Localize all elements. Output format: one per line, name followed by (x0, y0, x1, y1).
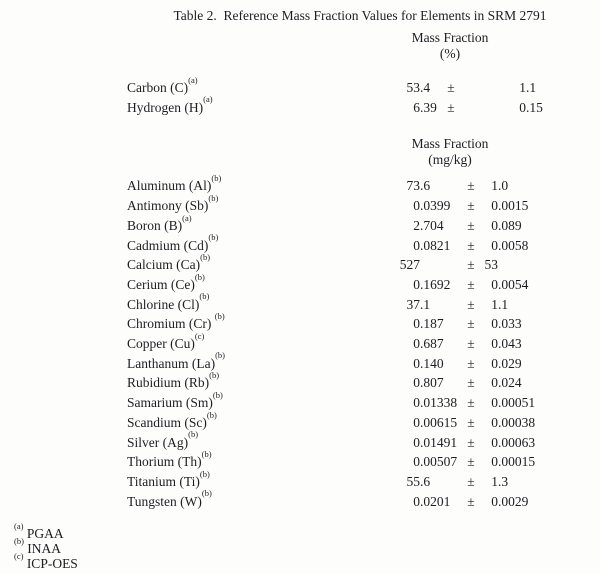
plus-minus-sign: ± (467, 414, 475, 430)
footnote-marker: (b) (201, 448, 212, 459)
row-lanthanum (0, 350, 600, 374)
element-name (127, 350, 398, 374)
element-label: Chlorine (Cl) (127, 296, 200, 312)
value-frac: .0201 (420, 493, 451, 509)
uncertainty-frac: .043 (498, 336, 522, 352)
uncertainty-int: 1 (491, 473, 498, 489)
element-name (127, 370, 398, 393)
footnote-marker: (b) (194, 271, 205, 282)
uncertainty-int: 0 (491, 355, 498, 371)
value-frac: .00507 (420, 454, 458, 470)
value-int: 0 (413, 493, 420, 509)
footnote-marker: (a) (188, 74, 198, 85)
value-frac: .1692 (420, 276, 451, 292)
uncertainty-int: 0 (491, 434, 498, 450)
value-int: 73 (406, 178, 420, 194)
row-thorium (0, 448, 600, 472)
percent-column-header (389, 30, 511, 61)
value-frac: .0399 (420, 198, 451, 214)
row-cadmium (0, 232, 600, 256)
element-name (127, 251, 398, 275)
value-int: 0 (413, 336, 420, 352)
value-frac: .807 (420, 375, 444, 391)
row-carbon (0, 74, 600, 98)
row-calcium (0, 251, 600, 275)
footnote-marker: (b) (200, 251, 211, 262)
value-int: 0 (413, 355, 420, 371)
element-name (127, 488, 398, 512)
plus-minus-sign: ± (467, 454, 475, 470)
element-label: Cadmium (Cd) (127, 237, 209, 253)
element-label: Antimony (Sb) (127, 198, 209, 214)
footnote-marker: (b) (208, 232, 219, 243)
uncertainty-frac: .0 (498, 178, 509, 194)
footnote-pgaa (14, 521, 600, 542)
uncertainty-frac: .0058 (498, 237, 529, 253)
value-int: 0 (413, 395, 420, 411)
plus-minus-sign: ± (467, 336, 475, 352)
row-antimony (0, 192, 600, 216)
element-name (127, 429, 398, 453)
uncertainty-int: 0 (491, 395, 498, 411)
plus-minus-sign: ± (467, 395, 475, 411)
element-name (127, 409, 398, 433)
uncertainty-frac: .029 (498, 355, 522, 371)
element-label: Chromium (Cr) (127, 316, 215, 332)
row-chlorine (0, 291, 600, 315)
element-name (127, 389, 398, 413)
value-int: 0 (413, 375, 420, 391)
element-name (127, 94, 398, 118)
footnote-marker: (b) (209, 370, 220, 381)
plus-minus-sign: ± (467, 198, 475, 214)
value-frac: .187 (420, 316, 444, 332)
value-int: 37 (406, 296, 420, 312)
row-aluminum (0, 173, 600, 196)
value-frac: .6 (420, 178, 431, 194)
uncertainty-int: 0 (491, 375, 498, 391)
element-label: Silver (Ag) (127, 434, 189, 450)
footnote-marker: (a) (182, 212, 192, 223)
footnote-marker: (c) (194, 330, 205, 341)
plus-minus-sign: ± (467, 178, 475, 194)
element-name (127, 74, 398, 98)
element-label: Rubidium (Rb) (127, 375, 210, 391)
value-int: 53 (406, 80, 420, 95)
row-silver (0, 429, 600, 453)
uncertainty-frac: .0015 (498, 198, 529, 214)
element-label: Cerium (Ce) (127, 276, 195, 292)
mgkg-section (0, 173, 600, 511)
mgkg-column-header (389, 136, 511, 167)
footnote-icpoes (14, 551, 600, 572)
uncertainty-frac: .033 (498, 316, 522, 332)
value-int: 2 (413, 217, 420, 233)
uncertainty-frac: .1 (498, 296, 509, 312)
uncertainty-frac (498, 255, 600, 275)
uncertainty-int: 0 (491, 454, 498, 470)
row-chromium (0, 311, 600, 334)
plus-minus-sign: ± (467, 237, 475, 253)
row-samarium (0, 389, 600, 413)
element-label: Lanthanum (La) (127, 355, 216, 371)
footnotes (0, 521, 600, 572)
uncertainty-int: 0 (491, 237, 498, 253)
plus-minus-sign: ± (467, 375, 475, 391)
uncertainty-int: 0 (491, 336, 498, 352)
element-name (127, 291, 398, 315)
plus-minus-sign: ± (447, 80, 455, 95)
footnote-marker: (a) (203, 94, 213, 105)
mgkg-header-line1: Mass Fraction (411, 136, 489, 152)
footnote-inaa (14, 536, 600, 557)
value-int: 6 (413, 99, 420, 115)
uncertainty-frac: .00051 (498, 395, 536, 411)
footnote-marker: (b) (188, 429, 199, 440)
element-label: Hydrogen (H) (127, 99, 204, 115)
row-titanium (0, 468, 600, 492)
value-frac: .39 (420, 99, 437, 115)
value-int: 0 (413, 454, 420, 470)
element-name (127, 192, 398, 216)
uncertainty-int: 0 (491, 217, 498, 233)
uncertainty-frac: .1 (526, 80, 537, 95)
footnote-marker: (b) (206, 409, 217, 420)
value-frac: .140 (420, 355, 444, 371)
plus-minus-sign: ± (467, 217, 475, 233)
row-hydrogen (0, 94, 600, 118)
uncertainty-frac: .00015 (498, 454, 536, 470)
plus-minus-sign: ± (447, 99, 455, 115)
value-int: 0 (413, 434, 420, 450)
element-label: Samarium (Sm) (127, 395, 213, 411)
element-name (127, 311, 398, 334)
footnote-marker: (c) (14, 551, 24, 562)
element-label: Aluminum (Al) (127, 178, 212, 194)
uncertainty-frac: .3 (498, 473, 509, 489)
uncertainty-int: 0 (491, 493, 498, 509)
footnote-marker: (b) (14, 536, 24, 547)
footnote-text: PGAA (26, 526, 64, 542)
plus-minus-sign: ± (467, 493, 475, 509)
plus-minus-sign: ± (467, 434, 475, 450)
element-label: Calcium (Ca) (127, 257, 201, 273)
uncertainty-frac: .00038 (498, 414, 536, 430)
row-boron (0, 212, 600, 236)
element-name (127, 271, 398, 295)
value-int: 527 (399, 257, 420, 273)
value-frac: .1 (420, 296, 431, 312)
value-frac: .0821 (420, 237, 451, 253)
uncertainty-int: 1 (491, 178, 498, 194)
uncertainty-int: 1 (491, 296, 498, 312)
uncertainty-int: 0 (491, 414, 498, 430)
row-cerium (0, 271, 600, 295)
uncertainty-int: 1 (519, 80, 526, 95)
plus-minus-sign: ± (467, 355, 475, 371)
value-int: 0 (413, 198, 420, 214)
footnote-marker: (b) (214, 311, 225, 322)
footnote-text: ICP-OES (26, 556, 78, 572)
element-label: Scandium (Sc) (127, 414, 207, 430)
footnote-marker: (b) (212, 389, 223, 400)
uncertainty-frac: .0054 (498, 276, 529, 292)
value-int: 0 (413, 237, 420, 253)
table-title: Table 2. Reference Mass Fraction Values for Elements in SRM 2791 (173, 8, 547, 23)
plus-minus-sign: ± (467, 473, 475, 489)
uncertainty-frac: .089 (498, 217, 522, 233)
footnote-text: INAA (27, 541, 62, 557)
value-int: 0 (413, 276, 420, 292)
footnote-marker: (b) (199, 291, 210, 302)
percent-header-line1: Mass Fraction (411, 30, 489, 45)
plus-minus-sign: ± (467, 257, 475, 273)
footnote-marker: (a) (14, 521, 24, 532)
value-frac: .6 (420, 473, 431, 489)
percent-header-line2: (%) (439, 45, 461, 61)
footnote-marker: (b) (201, 488, 212, 499)
mgkg-header-line2: (mg/kg) (428, 151, 472, 167)
footnote-marker: (b) (199, 468, 210, 479)
plus-minus-sign: ± (467, 296, 475, 312)
row-copper (0, 330, 600, 354)
uncertainty-int: 0 (519, 99, 526, 115)
footnote-marker: (b) (208, 192, 219, 203)
value-frac: .01491 (420, 434, 458, 450)
footnote-marker: (b) (215, 350, 226, 361)
plus-minus-sign: ± (467, 316, 475, 332)
element-name (127, 173, 398, 196)
value-int: 0 (413, 316, 420, 332)
value-int: 0 (413, 414, 420, 430)
uncertainty-frac: .0029 (498, 493, 529, 509)
value-int: 55 (406, 473, 420, 489)
element-label: Boron (B) (127, 217, 183, 233)
uncertainty-frac: .024 (498, 375, 522, 391)
element-name (127, 448, 398, 472)
uncertainty-frac: .15 (526, 99, 543, 115)
uncertainty-int: 0 (491, 276, 498, 292)
footnote-marker: (b) (211, 173, 222, 184)
element-name (127, 330, 398, 354)
value-frac: .00615 (420, 414, 458, 430)
plus-minus-sign: ± (467, 276, 475, 292)
value-frac: .704 (420, 217, 444, 233)
value-frac (420, 255, 462, 275)
element-label: Carbon (C) (127, 80, 189, 95)
element-name (127, 212, 398, 236)
uncertainty-int: 53 (484, 257, 498, 273)
row-scandium (0, 409, 600, 433)
value-frac: .4 (420, 80, 431, 95)
element-label: Thorium (Th) (127, 454, 202, 470)
value-frac: .687 (420, 336, 444, 352)
row-tungsten (0, 488, 600, 512)
element-name (127, 468, 398, 492)
element-label: Titanium (Ti) (127, 473, 200, 489)
uncertainty-frac: .00063 (498, 434, 536, 450)
element-label: Copper (Cu) (127, 336, 195, 352)
row-rubidium (0, 370, 600, 393)
element-label: Tungsten (W) (127, 493, 202, 509)
uncertainty-int: 0 (491, 316, 498, 332)
uncertainty-int: 0 (491, 198, 498, 214)
value-frac: .01338 (420, 395, 458, 411)
percent-section (0, 74, 600, 117)
element-name (127, 232, 398, 256)
